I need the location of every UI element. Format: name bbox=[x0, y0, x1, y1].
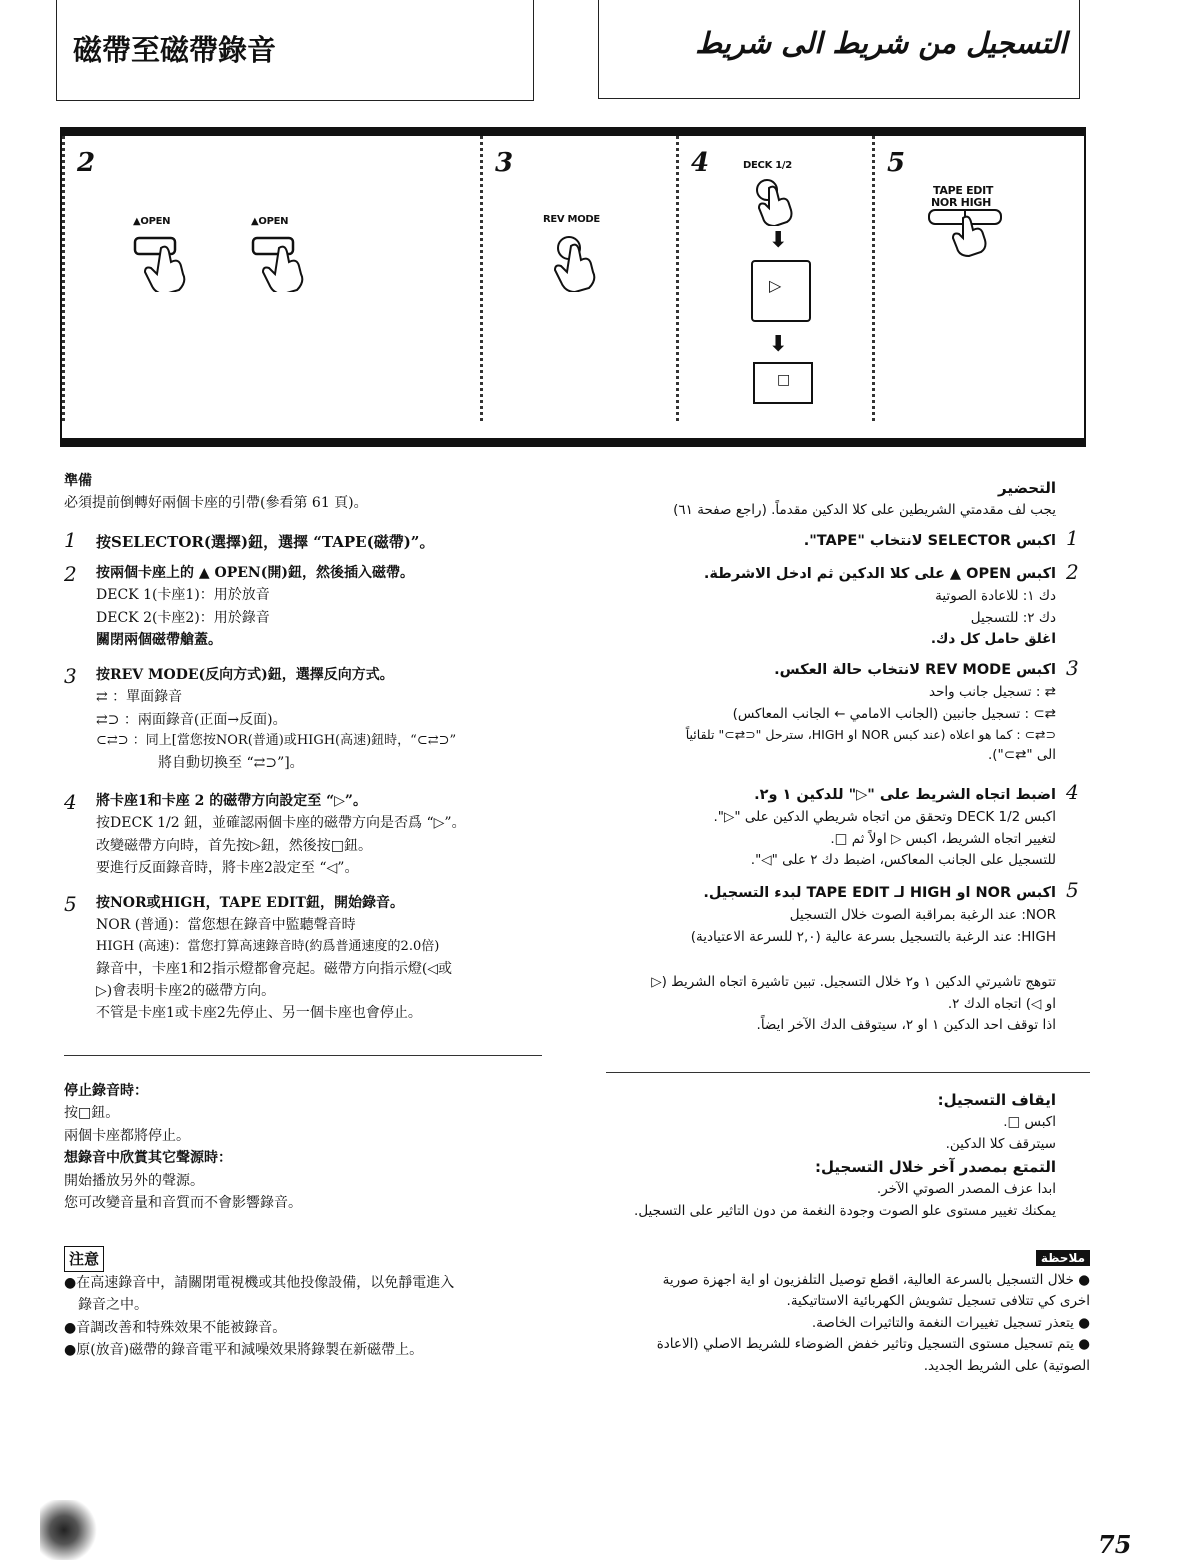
ar-prep-heading: التحضير bbox=[998, 479, 1056, 497]
zh-step-5-line: HIGH (高速)：當您打算高速錄音時(約爲普通速度的2.0倍) bbox=[96, 938, 440, 954]
play-symbol: ▷ bbox=[769, 276, 782, 295]
ar-enjoy-line: يمكنك تغيير مستوى علو الصوت وجودة النغمة من دون التاثير على التسجيل. bbox=[634, 1202, 1056, 1219]
zh-step-number: 5 bbox=[64, 892, 77, 916]
zh-step-3 bbox=[96, 664, 556, 774]
ar-enjoy-heading: التمتع بمصدر آخر خلال التسجيل: bbox=[815, 1158, 1056, 1177]
stop-symbol: □ bbox=[777, 372, 791, 388]
zh-step-1: 按SELECTOR(選擇)鈕，選擇 “TAPE(磁帶)”。 bbox=[96, 533, 435, 551]
nor-high-label: NOR HIGH bbox=[931, 196, 991, 209]
stop-heading: 停止錄音時： bbox=[64, 1083, 148, 1099]
zh-step-3-line: ⇄⊃ ：兩面錄音(正面→反面)。 bbox=[96, 711, 287, 728]
arabic-prep bbox=[600, 476, 1056, 522]
ar-stop-line: سيترقف كلا الدكين. bbox=[945, 1135, 1056, 1152]
ar-step-3-line: ⇄⊃ : تسجيل جانبين (الجانب الامامي ← الجانب المعاكس) bbox=[732, 705, 1056, 722]
zh-step-2-line: DECK 1(卡座1)：用於放音 bbox=[96, 587, 270, 604]
steps-illustration-panel bbox=[60, 127, 1086, 447]
ar-step-5-line: HIGH: عند الرغبة بالتسجيل بسرعة عالية (٢,٠ للسرعة الاعتيادية) bbox=[690, 928, 1056, 945]
ar-notes bbox=[596, 1248, 1090, 1378]
prep-heading: 準備 bbox=[64, 473, 92, 489]
enjoy-line: 您可改變音量和音質而不會影響錄音。 bbox=[64, 1194, 302, 1211]
zh-step-2-line: DECK 2(卡座2)：用於錄音 bbox=[96, 609, 270, 626]
zh-stop-enjoy-section bbox=[64, 1080, 550, 1214]
zh-step-5-line: ▷)會表明卡座2的磁帶方向。 bbox=[96, 982, 276, 999]
zh-step-3-main: 按REV MODE(反向方式)鈕，選擇反向方式。 bbox=[96, 667, 394, 683]
open-button-label-deck1: ▲OPEN bbox=[133, 216, 171, 227]
ar-step-3-line: الى "⇄⊃"). bbox=[987, 747, 1056, 764]
tape-edit-label: TAPE EDIT bbox=[933, 184, 994, 197]
ar-para-line: او ◁) اتجاه الدك ٢. bbox=[947, 995, 1056, 1012]
zh-step-number: 3 bbox=[64, 664, 77, 688]
hand-pressing-open-icon bbox=[131, 232, 211, 292]
zh-step-number: 2 bbox=[64, 562, 77, 586]
ar-step-4-line: اكبس DECK 1/2 وتحقق من اتجاه شريطي الدكين على "▷". bbox=[713, 809, 1056, 826]
prep-text: 必須提前倒轉好兩個卡座的引帶(參看第 61 頁)。 bbox=[64, 495, 368, 512]
enjoy-line: 開始播放另外的聲源。 bbox=[64, 1172, 204, 1189]
ar-step-3-main: اكبس REV MODE لانتخاب حالة العكس. bbox=[774, 662, 1056, 678]
note-item: ●在高速錄音中，請關閉電視機或其他投像設備，以免靜電進入 bbox=[64, 1275, 455, 1291]
ar-prep-text: يجب لف مقدمتي الشريطين على كلا الدكين مقدماً. (راجع صفحة ٦١) bbox=[673, 502, 1056, 518]
zh-notes bbox=[64, 1246, 554, 1362]
zh-step-5-line: 錄音中，卡座1和2指示燈都會亮起。磁帶方向指示燈(◁或 bbox=[96, 960, 453, 977]
ar-step-number: 4 bbox=[1066, 780, 1079, 804]
page-number: 75 bbox=[1098, 1530, 1132, 1559]
ar-note-item: اخرى كي تتلافى تسجيل تشويش الكهربائية الاستاتيكية. bbox=[786, 1293, 1090, 1310]
note-heading: 注意 bbox=[64, 1246, 104, 1272]
ar-step-number: 1 bbox=[1066, 526, 1079, 550]
ar-step-5-line: NOR: عند الرغبة بمراقبة الصوت خلال التسجيل bbox=[789, 907, 1056, 924]
zh-step-5 bbox=[96, 892, 556, 1025]
ar-indicator-paragraph bbox=[600, 972, 1056, 1037]
panel-step-number: 4 bbox=[691, 148, 710, 178]
ar-step-4-line: للتسجيل على الجانب المعاكس، اضبط دك ٢ على "◁". bbox=[750, 852, 1056, 869]
zh-step-3-line: ⊂⇄⊃ ：同上[當您按NOR(普通)或HIGH(高速)鈕時，“⊂⇄⊃” bbox=[96, 733, 457, 749]
ar-step-3-line: ⇄ : تسجيل جانب واحد bbox=[928, 684, 1056, 701]
arrow-down-icon: ⬇ bbox=[769, 228, 788, 253]
scan-smudge bbox=[40, 1500, 100, 1560]
ar-step-2 bbox=[600, 563, 1056, 651]
ar-enjoy-line: ابدا عزف المصدر الصوتي الآخر. bbox=[876, 1181, 1056, 1198]
zh-step-5-main: 按NOR或HIGH，TAPE EDIT鈕，開始錄音。 bbox=[96, 895, 404, 911]
ar-step-5 bbox=[600, 882, 1056, 948]
ar-para-line: تتوهج تاشيرتي الدكين ١ و٢ خلال التسجيل. تبين تاشيرة اتجاه الشريط (▷ bbox=[651, 974, 1056, 990]
ar-step-4-line: لتغيير اتجاه الشريط، اكبس ▷ اولاً ثم □. bbox=[830, 830, 1056, 847]
ar-note-item: ● خلال التسجيل بالسرعة العالية، اقطع توصيل التلفزيون او اية اجهزة صورية bbox=[662, 1271, 1090, 1288]
ar-note-item: ● يتعذر تسجيل تغييرات النغمة والتاثيرات الخاصة. bbox=[811, 1314, 1090, 1331]
title-box-chinese bbox=[56, 0, 534, 101]
zh-step-number: 1 bbox=[64, 528, 77, 552]
chinese-instructions bbox=[64, 470, 550, 515]
panel-step-4 bbox=[676, 136, 875, 421]
rev-mode-button-label: REV MODE bbox=[543, 214, 600, 225]
zh-step-4-main: 將卡座1和卡座 2 的磁帶方向設定至 “▷”。 bbox=[96, 793, 367, 809]
arrow-down-icon: ⬇ bbox=[769, 332, 788, 357]
zh-step-2-main: 按兩個卡座上的 ▲ OPEN(開)鈕，然後插入磁帶。 bbox=[96, 565, 414, 581]
zh-step-4 bbox=[96, 790, 556, 880]
stop-button-icon bbox=[753, 362, 813, 404]
panel-step-number: 2 bbox=[77, 148, 96, 178]
play-direction-button-icon bbox=[751, 260, 811, 322]
ar-step-4-main: اضبط اتجاه الشريط على "▷" للدكين ١ و٢. bbox=[754, 787, 1056, 803]
ar-step-4 bbox=[600, 784, 1056, 872]
note-item: ●音調改善和特殊效果不能被錄音。 bbox=[64, 1319, 287, 1336]
ar-step-number: 3 bbox=[1066, 656, 1079, 680]
zh-step-5-line: NOR (普通)：當您想在錄音中監聽聲音時 bbox=[96, 917, 356, 934]
ar-step-2-line: اغلق حامل كل دك. bbox=[930, 631, 1056, 648]
ar-step-3 bbox=[600, 659, 1056, 767]
title-box-arabic bbox=[598, 0, 1080, 99]
ar-note-heading: ملاحظة bbox=[1036, 1250, 1090, 1266]
hand-pressing-open-icon bbox=[249, 232, 329, 292]
panel-step-number: 3 bbox=[495, 148, 514, 178]
ar-step-2-line: دك ٢: للتسجيل bbox=[970, 609, 1056, 626]
ar-stop-heading: ايقاف التسجيل: bbox=[937, 1091, 1056, 1109]
ar-stop-enjoy-section bbox=[600, 1088, 1056, 1222]
ar-step-number: 5 bbox=[1066, 878, 1079, 902]
panel-step-2 bbox=[62, 136, 483, 421]
hand-pressing-rev-mode-icon bbox=[553, 232, 623, 292]
ar-para-line: اذا توقف احد الدكين ١ او ٢، سيتوقف الدك الآخر ايضاً. bbox=[756, 1017, 1056, 1034]
panel-step-number: 5 bbox=[887, 148, 906, 178]
divider bbox=[64, 1055, 542, 1056]
zh-step-2-line: 關閉兩個磁帶艙蓋。 bbox=[96, 632, 222, 649]
ar-step-2-line: دك ١: للاعادة الصوتية bbox=[935, 588, 1056, 605]
ar-stop-line: اكبس □. bbox=[1003, 1114, 1056, 1130]
ar-step-1: اكبس SELECTOR لانتخاب "TAPE". bbox=[803, 533, 1056, 549]
zh-step-3-line: 將自動切換至 “⇄⊃”]。 bbox=[158, 754, 304, 771]
note-item: 錄音之中。 bbox=[78, 1297, 148, 1314]
zh-step-4-line: 按DECK 1/2 鈕，並確認兩個卡座的磁帶方向是否爲 “▷”。 bbox=[96, 815, 466, 832]
panel-step-5 bbox=[872, 136, 1083, 421]
page-title-chinese: 磁帶至磁帶錄音 bbox=[73, 33, 277, 67]
ar-step-2-main: اكبس OPEN ▲ على كلا الدكين ثم ادخل الاشرطة. bbox=[703, 566, 1056, 582]
ar-note-item: ● يتم تسجيل مستوى التسجيل وتاثير خفض الضوضاء للشريط الاصلي (الاعادة bbox=[656, 1336, 1090, 1353]
zh-step-2 bbox=[96, 562, 556, 652]
zh-step-number: 4 bbox=[64, 790, 77, 814]
panel-step-3 bbox=[480, 136, 679, 421]
hand-pressing-deck-button-icon bbox=[753, 176, 813, 226]
hand-pressing-tape-edit-icon bbox=[925, 208, 1015, 268]
zh-step-3-line: ⇄ ：單面錄音 bbox=[96, 689, 183, 706]
zh-step-4-line: 改變磁帶方向時，首先按▷鈕，然後按□鈕。 bbox=[96, 837, 372, 854]
stop-line: 按□鈕。 bbox=[64, 1105, 120, 1122]
open-button-label-deck2: ▲OPEN bbox=[251, 216, 289, 227]
note-item: ●原(放音)磁帶的錄音電平和減噪效果將錄製在新磁帶上。 bbox=[64, 1342, 424, 1359]
divider bbox=[606, 1072, 1090, 1073]
enjoy-heading: 想錄音中欣賞其它聲源時： bbox=[64, 1150, 232, 1167]
deck-1-2-button-label: DECK 1/2 bbox=[743, 160, 792, 171]
ar-step-number: 2 bbox=[1066, 560, 1079, 584]
stop-line: 兩個卡座都將停止。 bbox=[64, 1127, 190, 1144]
zh-step-5-line: 不管是卡座1或卡座2先停止、另一個卡座也會停止。 bbox=[96, 1005, 422, 1022]
zh-step-4-line: 要進行反面錄音時，將卡座2設定至 “◁”。 bbox=[96, 860, 359, 877]
page-title-arabic: التسجيل من شريط الى شريط bbox=[695, 26, 1067, 60]
ar-note-item: الصوتية) على الشريط الجديد. bbox=[923, 1357, 1090, 1374]
ar-step-5-main: اكبس NOR او HIGH لـ TAPE EDIT لبدء التسجيل. bbox=[703, 885, 1056, 901]
ar-step-3-line: ⊂⇄⊃ : كما هو اعلاه (عند كبس NOR او HIGH، سترحل "⊂⇄⊃" تلقائياً bbox=[685, 727, 1056, 743]
